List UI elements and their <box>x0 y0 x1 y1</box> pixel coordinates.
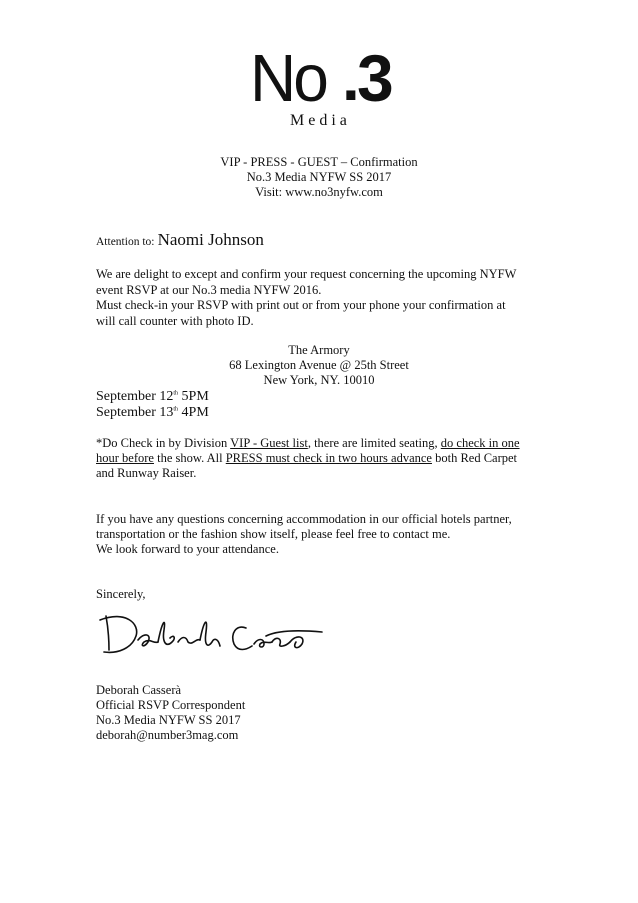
date-2-time: 4PM <box>178 405 209 420</box>
intro-line-1: We are delight to except and confirm your request concerning the upcoming NYFW <box>96 267 517 281</box>
notice-underlined-checkin: do check in one <box>440 436 520 450</box>
header-line-3: Visit: www.no3nyfw.com <box>255 185 383 199</box>
date-2-suffix: th <box>173 406 179 413</box>
sender-name: Deborah Casserà <box>96 683 182 697</box>
notice-line-2 <box>96 451 517 467</box>
event-date-1 <box>96 389 209 405</box>
notice-line-1 <box>96 436 520 452</box>
date-2-month: September 13 <box>96 405 174 420</box>
venue-street: 68 Lexington Avenue @ 25th Street <box>229 358 409 372</box>
sender-email: deborah@number3mag.com <box>96 728 239 742</box>
logo-media: Media <box>290 112 351 129</box>
date-1-month: September 12 <box>96 389 174 404</box>
notice-text: the show. All <box>153 451 226 465</box>
notice-underlined-press: PRESS must check in two hours advance <box>225 451 432 465</box>
notice-text: *Do Check in by Division <box>96 436 231 450</box>
intro-line-3: Must check-in your RSVP with print out or from your phone your confirmation at <box>96 298 506 312</box>
intro-line-2: event RSVP at our No.3 media NYFW 2016. <box>96 283 322 297</box>
sender-organization: No.3 Media NYFW SS 2017 <box>96 713 241 727</box>
venue-city: New York, NY. 10010 <box>263 373 375 387</box>
closing: Sincerely, <box>96 587 146 601</box>
brand-logo <box>250 40 420 135</box>
questions-line-1: If you have any questions concerning accommodation in our official hotels partner, <box>96 512 512 526</box>
intro-line-4: will call counter with photo ID. <box>96 314 254 328</box>
header-line-1: VIP - PRESS - GUEST – Confirmation <box>220 155 418 169</box>
attention-line <box>96 229 264 253</box>
logo-no: No <box>250 40 326 116</box>
notice-underlined-hour: hour before <box>96 451 154 465</box>
notice-text: , there are limited seating, <box>307 436 441 450</box>
logo-three: 3 <box>357 41 394 115</box>
header-line-2: No.3 Media NYFW SS 2017 <box>246 170 392 184</box>
questions-line-2: transportation or the fashion show itself, please feel free to contact me. <box>96 527 451 541</box>
notice-underlined-vip: VIP - Guest list <box>230 436 308 450</box>
attention-label: Attention to: <box>96 236 155 248</box>
handwritten-signature <box>96 602 326 664</box>
event-date-2 <box>96 405 209 421</box>
attention-name: Naomi Johnson <box>157 230 264 249</box>
notice-text: both Red Carpet <box>431 451 518 465</box>
sender-title: Official RSVP Correspondent <box>96 698 246 712</box>
venue-name: The Armory <box>288 343 350 357</box>
notice-line-3: and Runway Raiser. <box>96 466 197 480</box>
questions-line-3: We look forward to your attendance. <box>96 542 279 556</box>
date-1-time: 5PM <box>178 389 209 404</box>
logo-dot: . <box>342 42 360 114</box>
date-1-suffix: th <box>173 390 179 397</box>
